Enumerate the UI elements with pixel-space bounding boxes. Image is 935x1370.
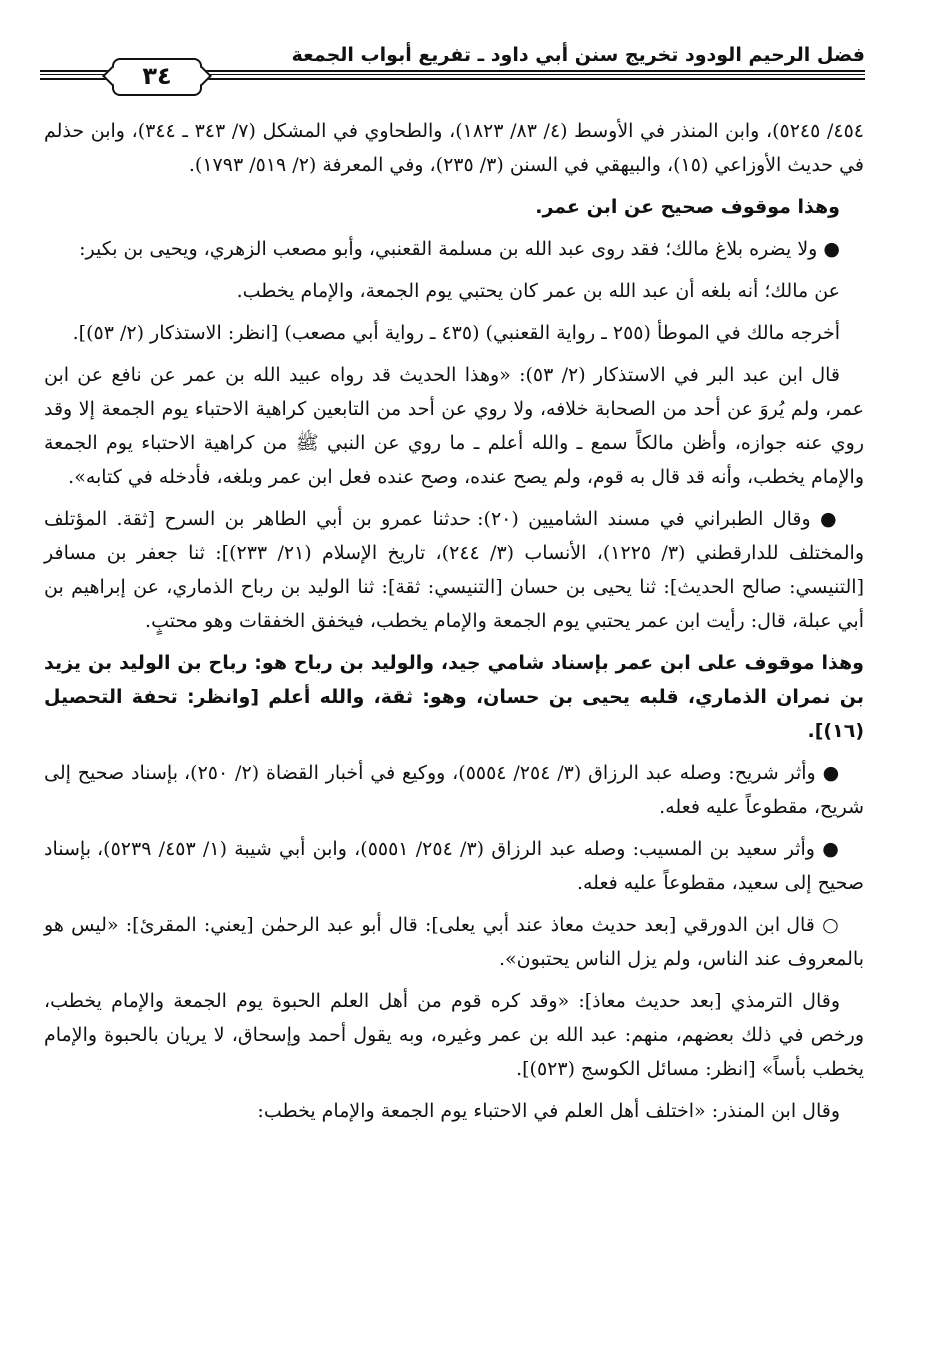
paragraph: أخرجه مالك في الموطأ (٢٥٥ ـ رواية القعنبي) (٤٣٥ ـ رواية أبي مصعب) [انظر: الاستذكار (٢/ ٥٣)]. bbox=[72, 322, 840, 344]
paragraph: ○ قال ابن الدورقي [بعد حديث معاذ عند أبي يعلى]: قال أبو عبد الرحمٰن [يعني: المقرئ]: «ليس هو بالمعروف عند الناس، ولم يزل الناس يحتبون». bbox=[44, 914, 864, 970]
page-body bbox=[44, 114, 864, 1136]
hollow-bullet-marker: ○ bbox=[822, 914, 840, 936]
paragraph: وهذا موقوف على ابن عمر بإسناد شامي جيد، والوليد بن رباح هو: رباح بن الوليد بن يزيد بن نمران الذماري، قلبه يحيى بن حسان، وهو: ثقة، والله أعلم [وانظر: تحفة التحصيل (١٦)]. bbox=[44, 652, 864, 742]
paragraph: وهذا موقوف صحيح عن ابن عمر. bbox=[535, 196, 840, 218]
paragraph: قال ابن عبد البر في الاستذكار (٢/ ٥٣): «وهذا الحديث قد رواه عبيد الله بن عمر عن نافع عن ابن عمر، ولم يُروَ عن أحد من الصحابة خلافه، ولا روي عن أحد من التابعين كراهية الاحتباء يوم الجمعة إلا وقد روي عنه جوازه، وأظن مالكاً سمع ـ والله أعلم ـ ما روي عن النبي ﷺ من كراهية الاحتباء يوم الجمعة والإمام يخطب، وأنه قد قال به قوم، ولم يصح عنده، وصح عنده فعل ابن عمر وبلغه، فأدخله في كتابه». bbox=[44, 364, 864, 488]
running-header-title: فضل الرحيم الودود تخريج سنن أبي داود ـ تفريع أبواب الجمعة bbox=[291, 44, 865, 66]
bullet-marker: ● bbox=[820, 508, 840, 530]
paragraph: ● وقال الطبراني في مسند الشاميين (٢٠): حدثنا عمرو بن أبي الطاهر بن السرح [ثقة. المؤتلف والمختلف للدارقطني (٣/ ١٢٢٥)، الأنساب (٣/ ٢٤٤)، تاريخ الإسلام (٢١/ ٢٣٣)]: ثنا جعفر بن مسافر [التنيسي: صالح الحديث]: ثنا يحيى بن حسان [التنيسي: ثقة]: ثنا الوليد بن رباح الذماري، عن إبراهيم بن أبي عبلة، قال: رأيت ابن عمر يحتبي يوم الجمعة والإمام يخطب، فيخفق الخفقات وهو محتبٍ. bbox=[44, 508, 865, 632]
paragraph: وقال ابن المنذر: «اختلف أهل العلم في الاحتباء يوم الجمعة والإمام يخطب: bbox=[257, 1100, 840, 1122]
bullet-marker: ● bbox=[823, 238, 840, 260]
paragraph: ● وأثر سعيد بن المسيب: وصله عبد الرزاق (٣/ ٢٥٤/ ٥٥٥١)، وابن أبي شيبة (١/ ٤٥٣/ ٥٢٣٩)، بإسناد صحيح إلى سعيد، مقطوعاً عليه فعله. bbox=[44, 838, 864, 894]
paragraph: وقال الترمذي [بعد حديث معاذ]: «وقد كره قوم من أهل العلم الحبوة يوم الجمعة والإمام يخطب، ورخص في ذلك بعضهم، منهم: عبد الله بن عمر وغيره، وبه يقول أحمد وإسحاق، لا يريان بالحبوة والإمام يخطب بأساً» [انظر: مسائل الكوسج (٥٢٣)]. bbox=[44, 990, 864, 1080]
paragraph: ● وأثر شريح: وصله عبد الرزاق (٣/ ٢٥٤/ ٥٥٥٤)، ووكيع في أخبار القضاة (٢/ ٢٥٠)، بإسناد صحيح إلى شريح، مقطوعاً عليه فعله. bbox=[44, 762, 864, 818]
paragraph: عن مالك؛ أنه بلغه أن عبد الله بن عمر كان يحتبي يوم الجمعة، والإمام يخطب. bbox=[236, 280, 840, 302]
paragraph: ٤٥٤/ ٥٢٤٥)، وابن المنذر في الأوسط (٤/ ٨٣/ ١٨٢٣)، والطحاوي في المشكل (٧/ ٣٤٣ ـ ٣٤٤)، وابن حذلم في حديث الأوزاعي (١٥)، والبيهقي في السنن (٣/ ٢٣٥)، وفي المعرفة (٢/ ٥١٩/ ١٧٩٣). bbox=[44, 120, 864, 176]
paragraph: ● ولا يضره بلاغ مالك؛ فقد روى عبد الله بن مسلمة القعنبي، وأبو مصعب الزهري، ويحيى بن بكير: bbox=[79, 238, 840, 260]
bullet-marker: ● bbox=[822, 838, 840, 860]
bullet-marker: ● bbox=[822, 762, 840, 784]
page-number: ٣٤ bbox=[112, 58, 202, 96]
